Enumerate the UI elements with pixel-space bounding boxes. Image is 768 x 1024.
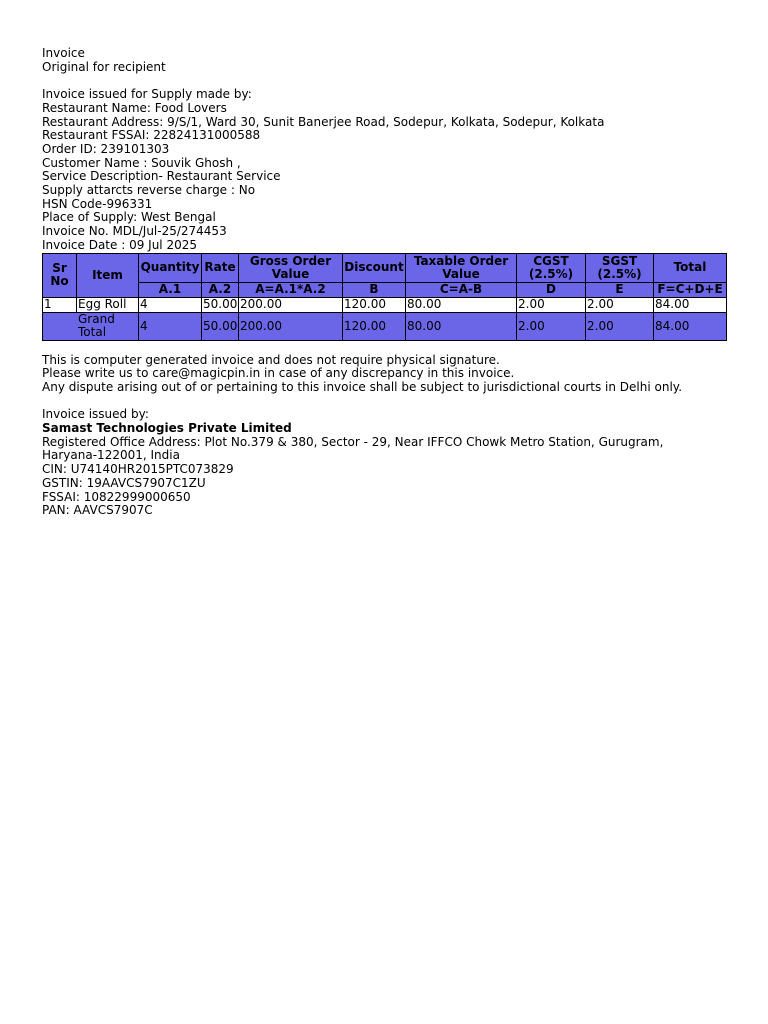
cell-total-rate: 50.00 bbox=[202, 312, 239, 340]
restaurant-fssai: Restaurant FSSAI: 22824131000588 bbox=[42, 128, 261, 143]
cell-total-gross: 200.00 bbox=[239, 312, 343, 340]
header-gross-order-value: Gross Order Value bbox=[239, 253, 343, 282]
table-row bbox=[43, 297, 727, 312]
subheader-taxable: C=A-B bbox=[406, 282, 517, 297]
invoice-document bbox=[42, 47, 732, 518]
table-grand-total-row bbox=[43, 312, 727, 340]
hsn-code: HSN Code-996331 bbox=[42, 196, 153, 211]
subheader-quantity: A.1 bbox=[139, 282, 202, 297]
subheader-discount: B bbox=[343, 282, 406, 297]
invoice-title: Invoice bbox=[42, 46, 85, 60]
issuer-cin: CIN: U74140HR2015PTC073829 bbox=[42, 462, 234, 477]
reverse-charge: Supply attarcts reverse charge : No bbox=[42, 183, 256, 198]
issuer-gstin: GSTIN: 19AAVCS7907C1ZU bbox=[42, 475, 206, 490]
subheader-gross: A=A.1*A.2 bbox=[239, 282, 343, 297]
subheader-cgst: D bbox=[517, 282, 586, 297]
header-sgst: SGST (2.5%) bbox=[586, 253, 654, 282]
note-jurisdiction: Any dispute arising out of or pertaining to this invoice shall be subject to jurisdictional courts in Delhi only. bbox=[42, 379, 683, 394]
note-contact: Please write us to care@magicpin.in in case of any discrepancy in this invoice. bbox=[42, 366, 515, 381]
header-rate: Rate bbox=[202, 253, 239, 282]
cell-total-cgst: 2.00 bbox=[517, 312, 586, 340]
cell-total-taxable: 80.00 bbox=[406, 312, 517, 340]
note-computer-generated: This is computer generated invoice and does not require physical signature. bbox=[42, 352, 500, 367]
cell-gross: 200.00 bbox=[239, 297, 343, 312]
order-id: Order ID: 239101303 bbox=[42, 141, 170, 156]
restaurant-name: Restaurant Name: Food Lovers bbox=[42, 100, 227, 115]
header-quantity: Quantity bbox=[139, 253, 202, 282]
cell-taxable: 80.00 bbox=[406, 297, 517, 312]
cell-total-quantity: 4 bbox=[139, 312, 202, 340]
table-subheader-row bbox=[43, 282, 727, 297]
customer-name: Customer Name : Souvik Ghosh , bbox=[42, 155, 241, 170]
cell-sr-no: 1 bbox=[43, 297, 77, 312]
issuer-pan: PAN: AAVCS7907C bbox=[42, 503, 153, 518]
spacer bbox=[42, 74, 732, 88]
cell-cgst: 2.00 bbox=[517, 297, 586, 312]
subheader-total: F=C+D+E bbox=[654, 282, 727, 297]
spacer bbox=[42, 395, 732, 409]
service-description: Service Description- Restaurant Service bbox=[42, 169, 281, 184]
header-taxable-order-value: Taxable Order Value bbox=[406, 253, 517, 282]
issuer-intro: Invoice issued by: bbox=[42, 407, 149, 422]
cell-grand-total-label bbox=[43, 312, 139, 340]
cell-total-sgst: 2.00 bbox=[586, 312, 654, 340]
cell-total-discount: 120.00 bbox=[343, 312, 406, 340]
cell-item: Egg Roll bbox=[77, 297, 139, 312]
invoice-number: Invoice No. MDL/Jul-25/274453 bbox=[42, 224, 227, 239]
cell-total-total: 84.00 bbox=[654, 312, 727, 340]
table-header-row bbox=[43, 253, 727, 282]
header-discount: Discount bbox=[343, 253, 406, 282]
header-sr-no: Sr No bbox=[43, 253, 77, 297]
issuer-fssai: FSSAI: 10822999000650 bbox=[42, 489, 191, 504]
issuer-address: Registered Office Address: Plot No.379 & 380, Sector - 29, Near IFFCO Chowk Metro Station, Gurugram, Haryana-122001, India bbox=[42, 434, 664, 463]
invoice-date: Invoice Date : 09 Jul 2025 bbox=[42, 237, 197, 252]
cell-quantity: 4 bbox=[139, 297, 202, 312]
cell-rate: 50.00 bbox=[203, 297, 238, 312]
invoice-subtitle: Original for recipient bbox=[42, 59, 166, 74]
invoice-items-table bbox=[42, 253, 727, 341]
header-total: Total bbox=[654, 253, 727, 282]
restaurant-address: Restaurant Address: 9/S/1, Ward 30, Sunit Banerjee Road, Sodepur, Kolkata, Sodepur, Kolkata bbox=[42, 114, 605, 129]
subheader-sgst: E bbox=[586, 282, 654, 297]
issuer-company-name: Samast Technologies Private Limited bbox=[42, 421, 292, 436]
subheader-rate: A.2 bbox=[202, 282, 239, 297]
supplier-intro: Invoice issued for Supply made by: bbox=[42, 87, 252, 102]
cell-total: 84.00 bbox=[654, 297, 727, 312]
cell-discount: 120.00 bbox=[343, 297, 406, 312]
cell-sgst: 2.00 bbox=[586, 297, 654, 312]
header-cgst: CGST (2.5%) bbox=[517, 253, 586, 282]
grand-total-label: Grand Total bbox=[78, 312, 115, 340]
header-item: Item bbox=[77, 253, 139, 297]
place-of-supply: Place of Supply: West Bengal bbox=[42, 210, 216, 225]
